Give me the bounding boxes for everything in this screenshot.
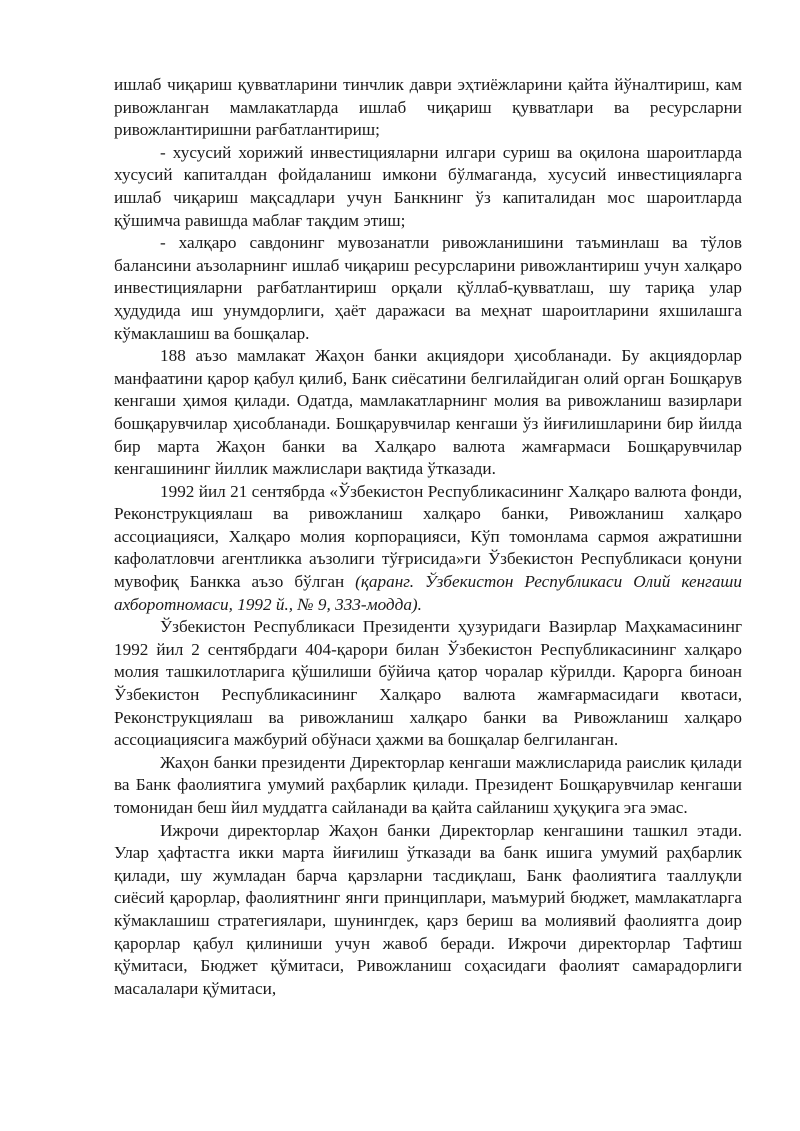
- paragraph-executive-directors: Ижрочи директорлар Жаҳон банки Директорлар кенгашини ташкил этади. Улар ҳафтастга икки марта йиғилиш ўтказади ва банк ишига умумий раҳбарлик қилади, шу жумладан барча қарзларни тасдиқлаш, Банк фаолиятига тааллуқли сиёсий қарорлар, фаолиятнинг янги принциплари, маъмурий бюджет, мамлакатларга кўмаклашиш стратегиялари, шунингдек, қарз бериш ва молиявий фаолиятга доир қарорлар қабул қилиниши учун жавоб беради. Ижрочи директорлар Тафтиш қўмитаси, Бюджет қўмитаси, Ривожланиш соҳасидаги фаолият самарадорлиги масалалари қўмитаси,: [114, 820, 742, 998]
- membership-law-text: 1992 йил 21 сентябрда «Ўзбекистон Республикасининг Халқаро валюта фонди, Реконструкциялаш ва ривожланиш халқаро банки, Ривожланиш халқаро ассоциацияси, Халқаро молия корпорацияси, Кўп томонлама сармоя ажратишни кафолатловчи агентликка аъзолиги тўғрисида»ги Ўзбекистон Республикаси қонуни мувофиқ Банкка аъзо бўлган: [114, 481, 742, 592]
- paragraph-bullet-international-trade: - халқаро савдонинг мувозанатли ривожланишини таъминлаш ва тўлов балансини аъзоларнинг ишлаб чиқариш ресурсларини ривожлантириш учун халқаро инвестицияларни рағбатлантириш орқали қўллаб-қувватлаш, шу тариқа улар ҳудудида иш унумдорлиги, ҳаёт даражаси ва меҳнат шароитларини яхшилашга кўмаклашиш ва бошқалар.: [114, 233, 742, 343]
- document-page: [114, 74, 742, 1000]
- paragraph-president: Жаҳон банки президенти Директорлар кенгаши мажлисларида раислик қилади ва Банк фаолиятига умумий раҳбарлик қилади. Президент Бошқарувчилар кенгаши томонидан беш йил муддатга сайланади ва қайта сайланиш ҳуқуқига эга эмас.: [114, 752, 742, 817]
- paragraph-bullet-private-investment: - хусусий хорижий инвестицияларни илгари суриш ва оқилона шароитларда хусусий капиталдан фойдаланиш имкони бўлмаганда, хусусий инвестицияларга ишлаб чиқариш мақсадлари учун Банкнинг ўз капиталидан мос шароитларда қўшимча равишда маблағ тақдим этиш;: [114, 142, 742, 230]
- paragraph-shareholders: 188 аъзо мамлакат Жаҳон банки акциядори ҳисобланади. Бу акциядорлар манфаатини қарор қабул қилиб, Банк сиёсатини белгилайдиган олий орган Бошқарув кенгаши ҳимоя қилади. Одатда, мамлакатларнинг молия ва ривожланиш вазирлари бошқарувчилар ҳисобланади. Бошқарувчилар кенгаши ўз йиғилишларини бир йилда бир марта Жаҳон банки ва Халқаро валюта жамғармаси Бошқарувчилар кенгашининг йиллик мажлислари вақтида ўтказади.: [114, 346, 742, 479]
- paragraph-continuation: ишлаб чиқариш қувватларини тинчлик даври эҳтиёжларини қайта йўналтириш, кам ривожланган мамлакатларда ишлаб чиқариш қувватлари ва ресурсларни ривожлантиришни рағбатлантириш;: [114, 75, 742, 140]
- legal-reference: (қаранг. Ўзбекистон Республикаси Олий кенгаши ахборотномаси, 1992 й., № 9, 333-модда).: [114, 572, 743, 614]
- paragraph-membership-law: [114, 481, 742, 617]
- paragraph-cabinet-resolution: Ўзбекистон Республикаси Президенти ҳузуридаги Вазирлар Маҳкамасининг 1992 йил 2 сентябрдаги 404-қарори билан Ўзбекистон Республикасининг халқаро молия ташкилотларига қўшилиши бўйича қатор чоралар кўрилди. Қарорга биноан Ўзбекистон Республикасининг Халқаро валюта жамғармасидаги квотаси, Реконструкциялаш ва ривожланиш халқаро банки ва Ривожланиш халқаро ассоциациясига мажбурий обўнаси ҳажми ва бошқалар белгиланган.: [114, 617, 742, 750]
